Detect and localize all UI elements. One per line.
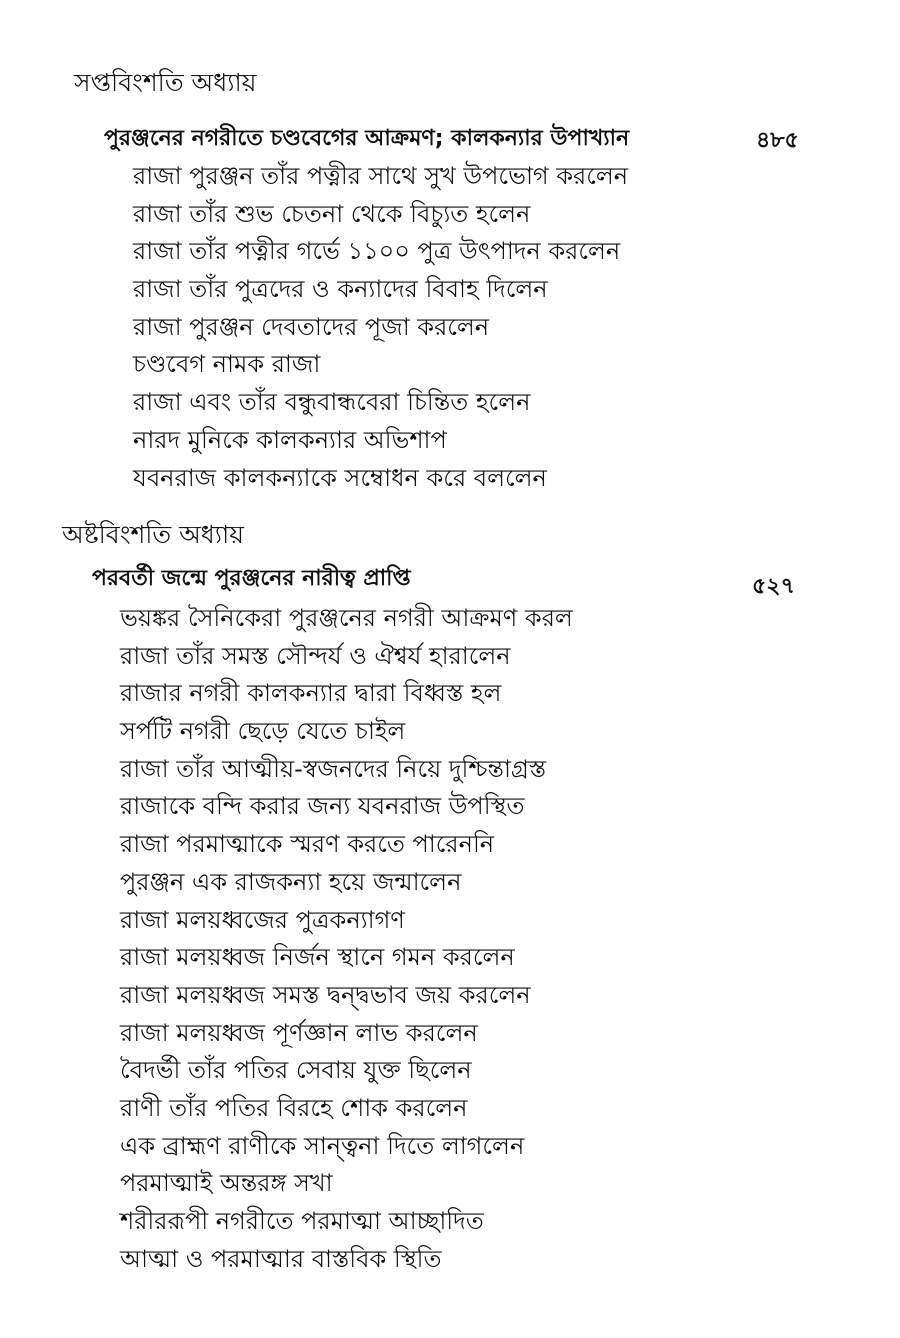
topic-item: রাজা তাঁর পুত্রদের ও কন্যাদের বিবাহ দিলেন (133, 275, 548, 304)
topic-item: রাজা তাঁর শুভ চেতনা থেকে বিচ্যুত হলেন (133, 199, 531, 228)
topic-item: ভয়ঙ্কর সৈনিকেরা পুরঞ্জনের নগরী আক্রমণ করল (120, 604, 573, 632)
section-title: পুরঞ্জনের নগরীতে চণ্ডবেগের আক্রমণ; কালকন্যার উপাখ্যান (104, 126, 630, 151)
topic-list (133, 158, 628, 497)
topic-item: পুরঞ্জন এক রাজকন্যা হয়ে জন্মালেন (120, 867, 462, 896)
topic-item: রাজা তাঁর আত্মীয়-স্বজনদের নিয়ে দুশ্চিন্তাগ্রস্ত (120, 754, 547, 783)
topic-item: রাজা পরমাত্মাকে স্মরণ করতে পারেননি (120, 830, 495, 859)
section-title: পরবর্তী জন্মে পুরঞ্জনের নারীত্ব প্রাপ্তি (92, 566, 411, 591)
topic-item: যবনরাজ কালকন্যাকে সম্বোধন করে বললেন (133, 463, 547, 492)
topic-item: বৈদর্ভী তাঁর পতির সেবায় যুক্ত ছিলেন (120, 1056, 472, 1085)
topic-item: রাজা তাঁর পত্নীর গর্ভে ১১০০ পুত্র উৎপাদন করলেন (133, 237, 621, 266)
chapter-heading: অষ্টবিংশতি অধ্যায় (62, 520, 245, 549)
topic-item: রাজার নগরী কালকন্যার দ্বারা বিধ্বস্ত হল (120, 679, 502, 708)
topic-item: রাজা পুরঞ্জন দেবতাদের পূজা করলেন (133, 312, 490, 341)
topic-item: রাজা এবং তাঁর বন্ধুবান্ধবেরা চিন্তিত হলেন (133, 388, 531, 417)
topic-item: রাজা পুরঞ্জন তাঁর পত্নীর সাথে সুখ উপভোগ করলেন (133, 162, 629, 190)
page-number: ৪৮৫ (756, 128, 799, 153)
topic-item: রাজাকে বন্দি করার জন্য যবনরাজ উপস্থিত (120, 792, 525, 821)
topic-item: রাজা মলয়ধ্বজ নির্জন স্থানে গমন করলেন (120, 943, 515, 972)
topic-item: রাণী তাঁর পতির বিরহে শোক করলেন (120, 1093, 468, 1122)
topic-list (120, 600, 573, 1278)
topic-item: রাজা তাঁর সমস্ত সৌন্দর্য ও ঐশ্বর্য হারালেন (120, 641, 511, 670)
topic-item: আত্মা ও পরমাত্মার বাস্তবিক স্থিতি (120, 1244, 442, 1273)
topic-item: পরমাত্মাই অন্তরঙ্গ সখা (120, 1169, 333, 1198)
chapter-heading: সপ্তবিংশতি অধ্যায় (74, 68, 257, 97)
topic-item: রাজা মলয়ধ্বজ সমস্ত দ্বন্দ্বভাব জয় করলেন (120, 980, 531, 1009)
topic-item: শরীররূপী নগরীতে পরমাত্মা আচ্ছাদিত (120, 1207, 484, 1235)
topic-item: নারদ মুনিকে কালকন্যার অভিশাপ (133, 425, 447, 454)
topic-item: সর্পটি নগরী ছেড়ে যেতে চাইল (120, 717, 406, 746)
topic-item: রাজা মলয়ধ্বজ পূর্ণজ্ঞান লাভ করলেন (120, 1018, 478, 1047)
topic-item: চণ্ডবেগ নামক রাজা (133, 350, 321, 379)
page-number: ৫২৭ (752, 574, 795, 599)
topic-item: এক ব্রাহ্মণ রাণীকে সান্ত্বনা দিতে লাগলেন (120, 1131, 525, 1160)
topic-item: রাজা মলয়ধ্বজের পুত্রকন্যাগণ (120, 905, 405, 934)
